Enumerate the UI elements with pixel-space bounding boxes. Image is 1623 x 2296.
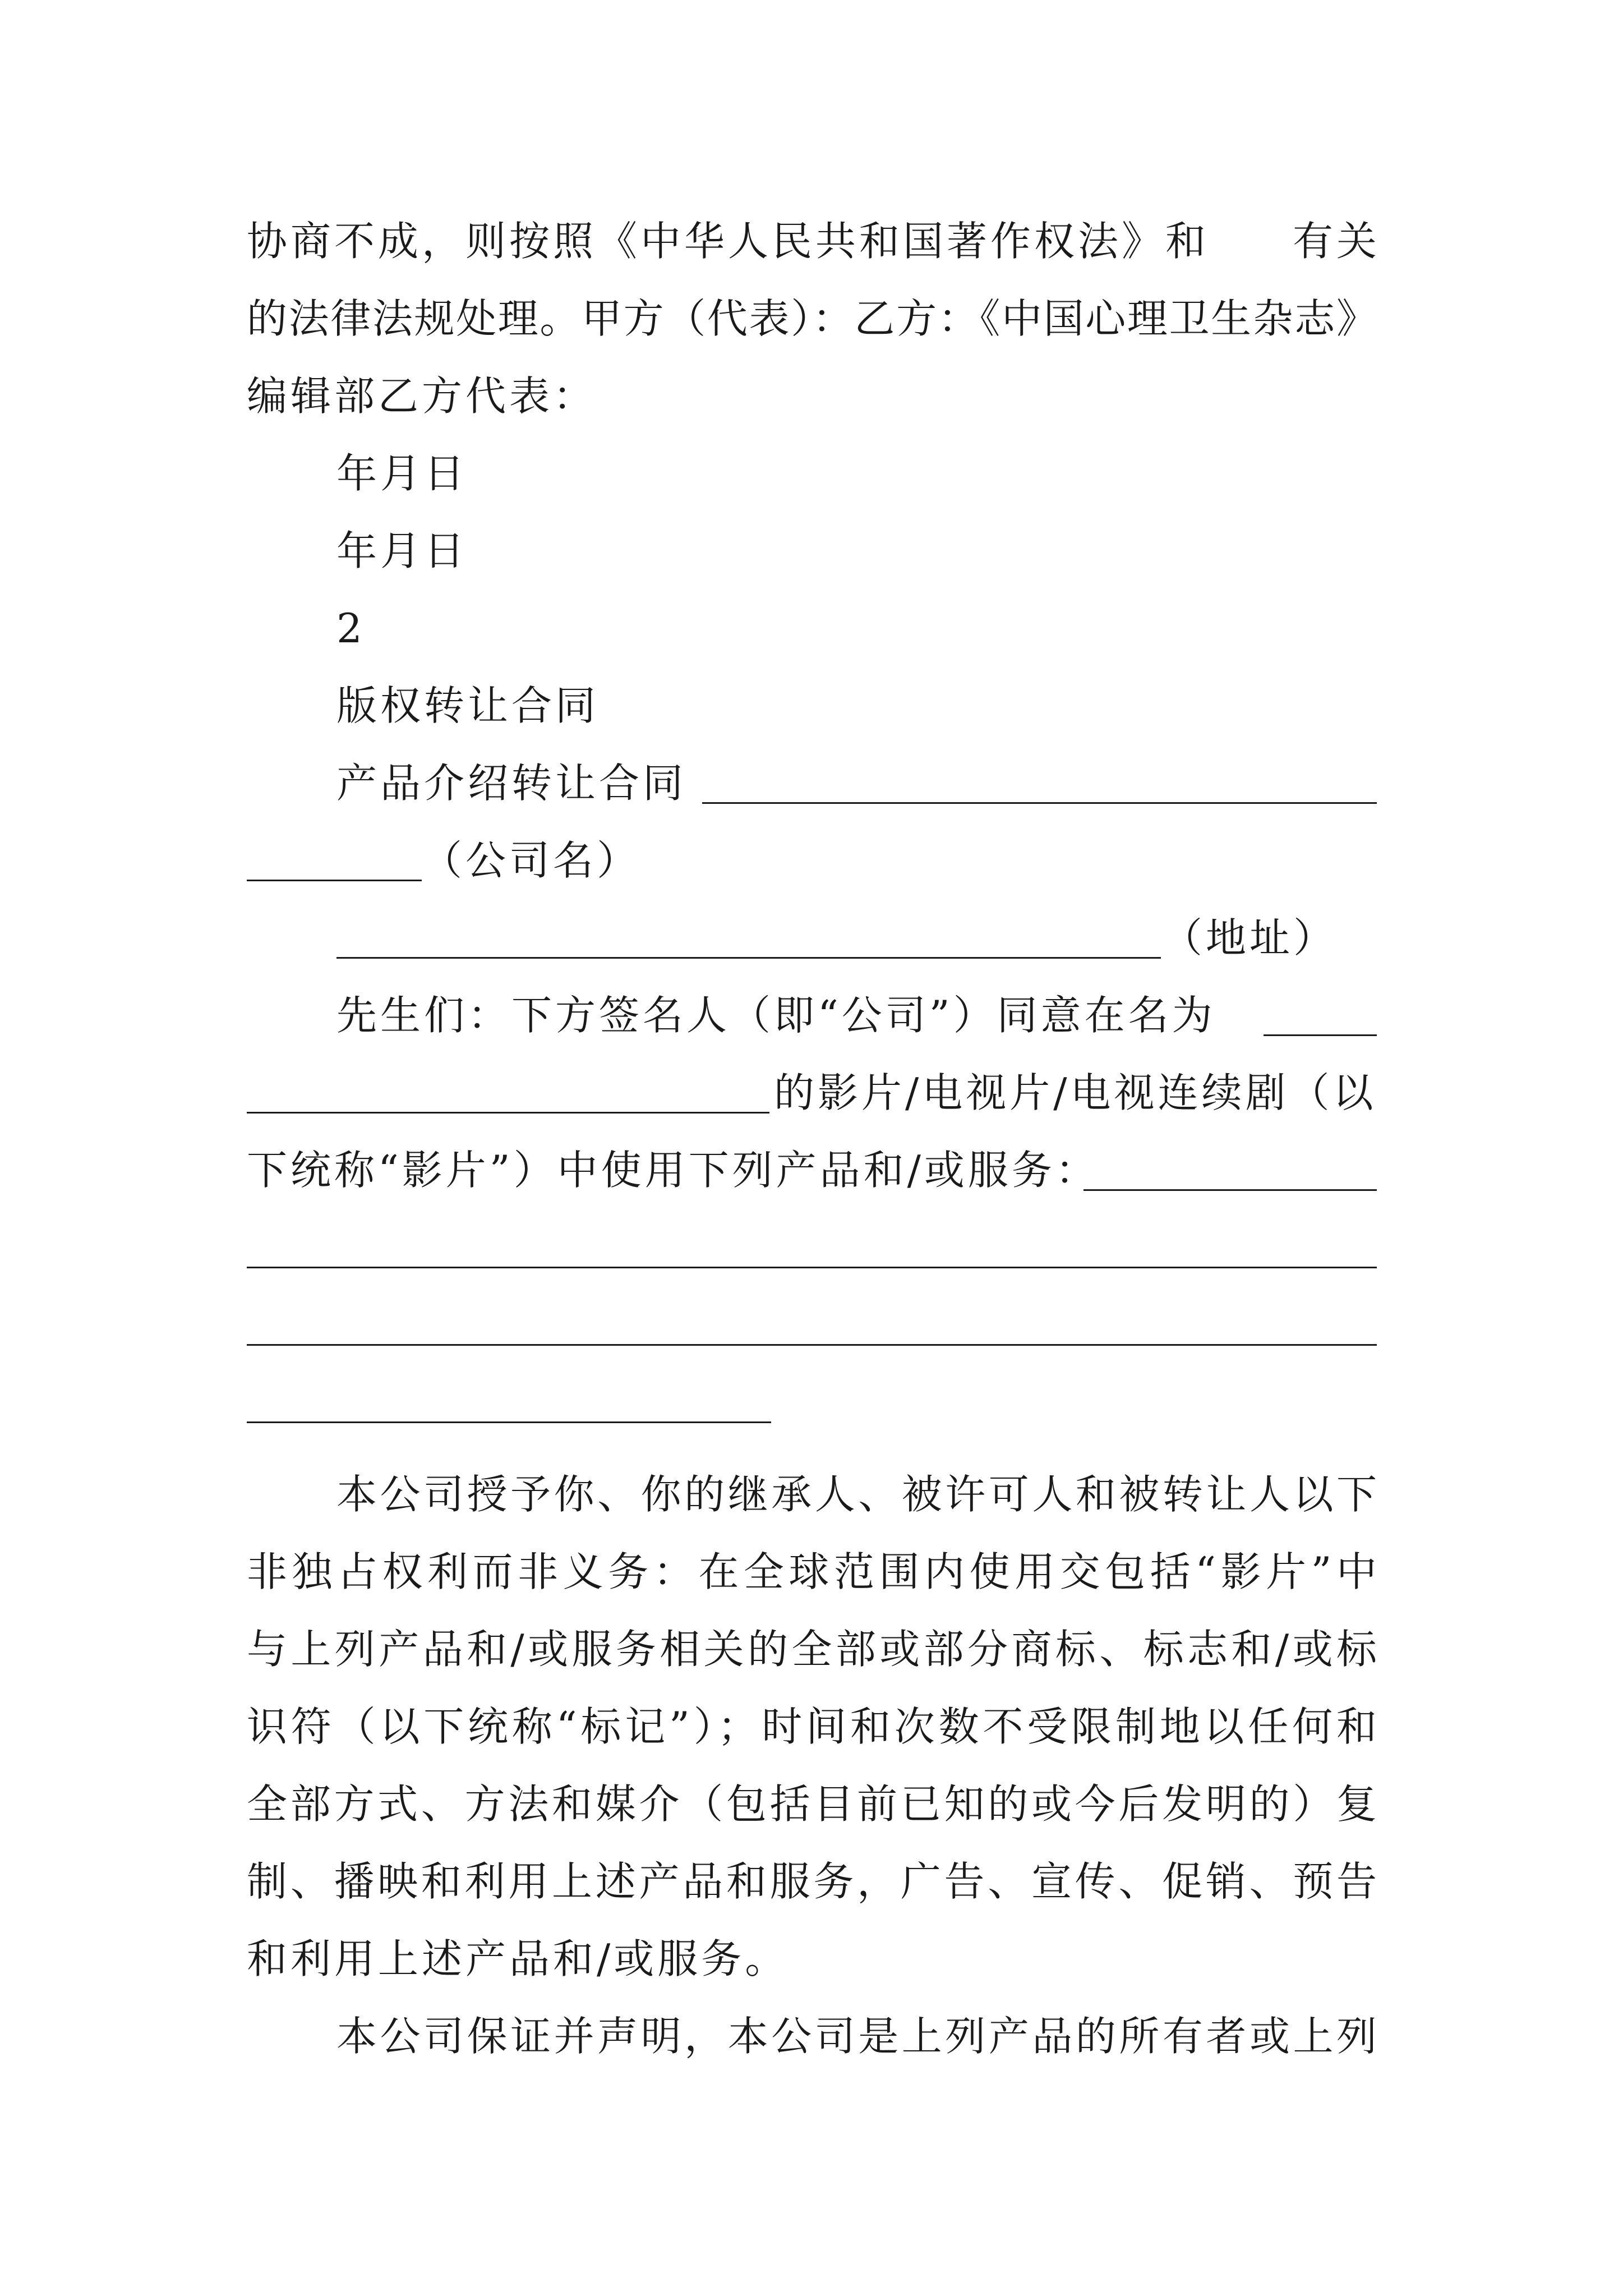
paragraph-line: 本公司授予你、你的继承人、被许可人和被转让人以下 [336,1471,1377,1518]
blank-line [702,802,1377,804]
paragraph-line: 的影片/电视片/电视连续剧（以 [774,1069,1377,1116]
products-blank [247,1267,1377,1268]
paragraph-line: 先生们：下方签名人（即“公司”）同意在名为 [336,992,1216,1039]
paragraph-line: 非独占权利而非义务：在全球范围内使用交包括“影片”中 [247,1548,1377,1595]
film-name-blank [1264,1034,1377,1036]
products-blank [1083,1189,1377,1191]
products-blank [247,1344,1377,1346]
address-label: （地址） [1162,914,1338,961]
paragraph-line: 协商不成，则按照《中华人民共和国著作权法》和 [247,218,1210,265]
document-heading: 产品介绍转让合同 [336,760,687,807]
company-name-blank [247,880,422,881]
date-line: 年月日 [336,450,468,497]
paragraph-line: 编辑部乙方代表： [247,372,597,420]
document-heading: 版权转让合同 [336,682,600,729]
paragraph-line: 全部方式、方法和媒介（包括目前已知的或今后发明的）复 [247,1780,1377,1828]
paragraph-line: 识符（以下统称“标记”）；时间和次数不受限制地以任何和 [247,1703,1377,1750]
products-blank [247,1421,771,1423]
paragraph-line: 本公司保证并声明，本公司是上列产品的所有者或上列 [336,2013,1377,2060]
paragraph-line: 的法律法规处理。甲方（代表）：乙方：《中国心理卫生杂志》 [247,295,1377,342]
paragraph-line: 和利用上述产品和/或服务。 [247,1935,789,1982]
paragraph-line: 有关 [1293,218,1381,265]
paragraph-line: 与上列产品和/或服务相关的全部或部分商标、标志和/或标 [247,1626,1377,1673]
date-line: 年月日 [336,527,468,574]
paragraph-line: 下统称“影片”）中使用下列产品和/或服务： [247,1147,1099,1194]
paragraph-line: 制、播映和利用上述产品和服务，广告、宣传、促销、预告 [247,1858,1377,1905]
company-name-label: （公司名） [422,837,641,884]
page-number: 2 [336,605,366,652]
address-blank [336,957,1161,959]
film-name-blank [247,1112,769,1114]
